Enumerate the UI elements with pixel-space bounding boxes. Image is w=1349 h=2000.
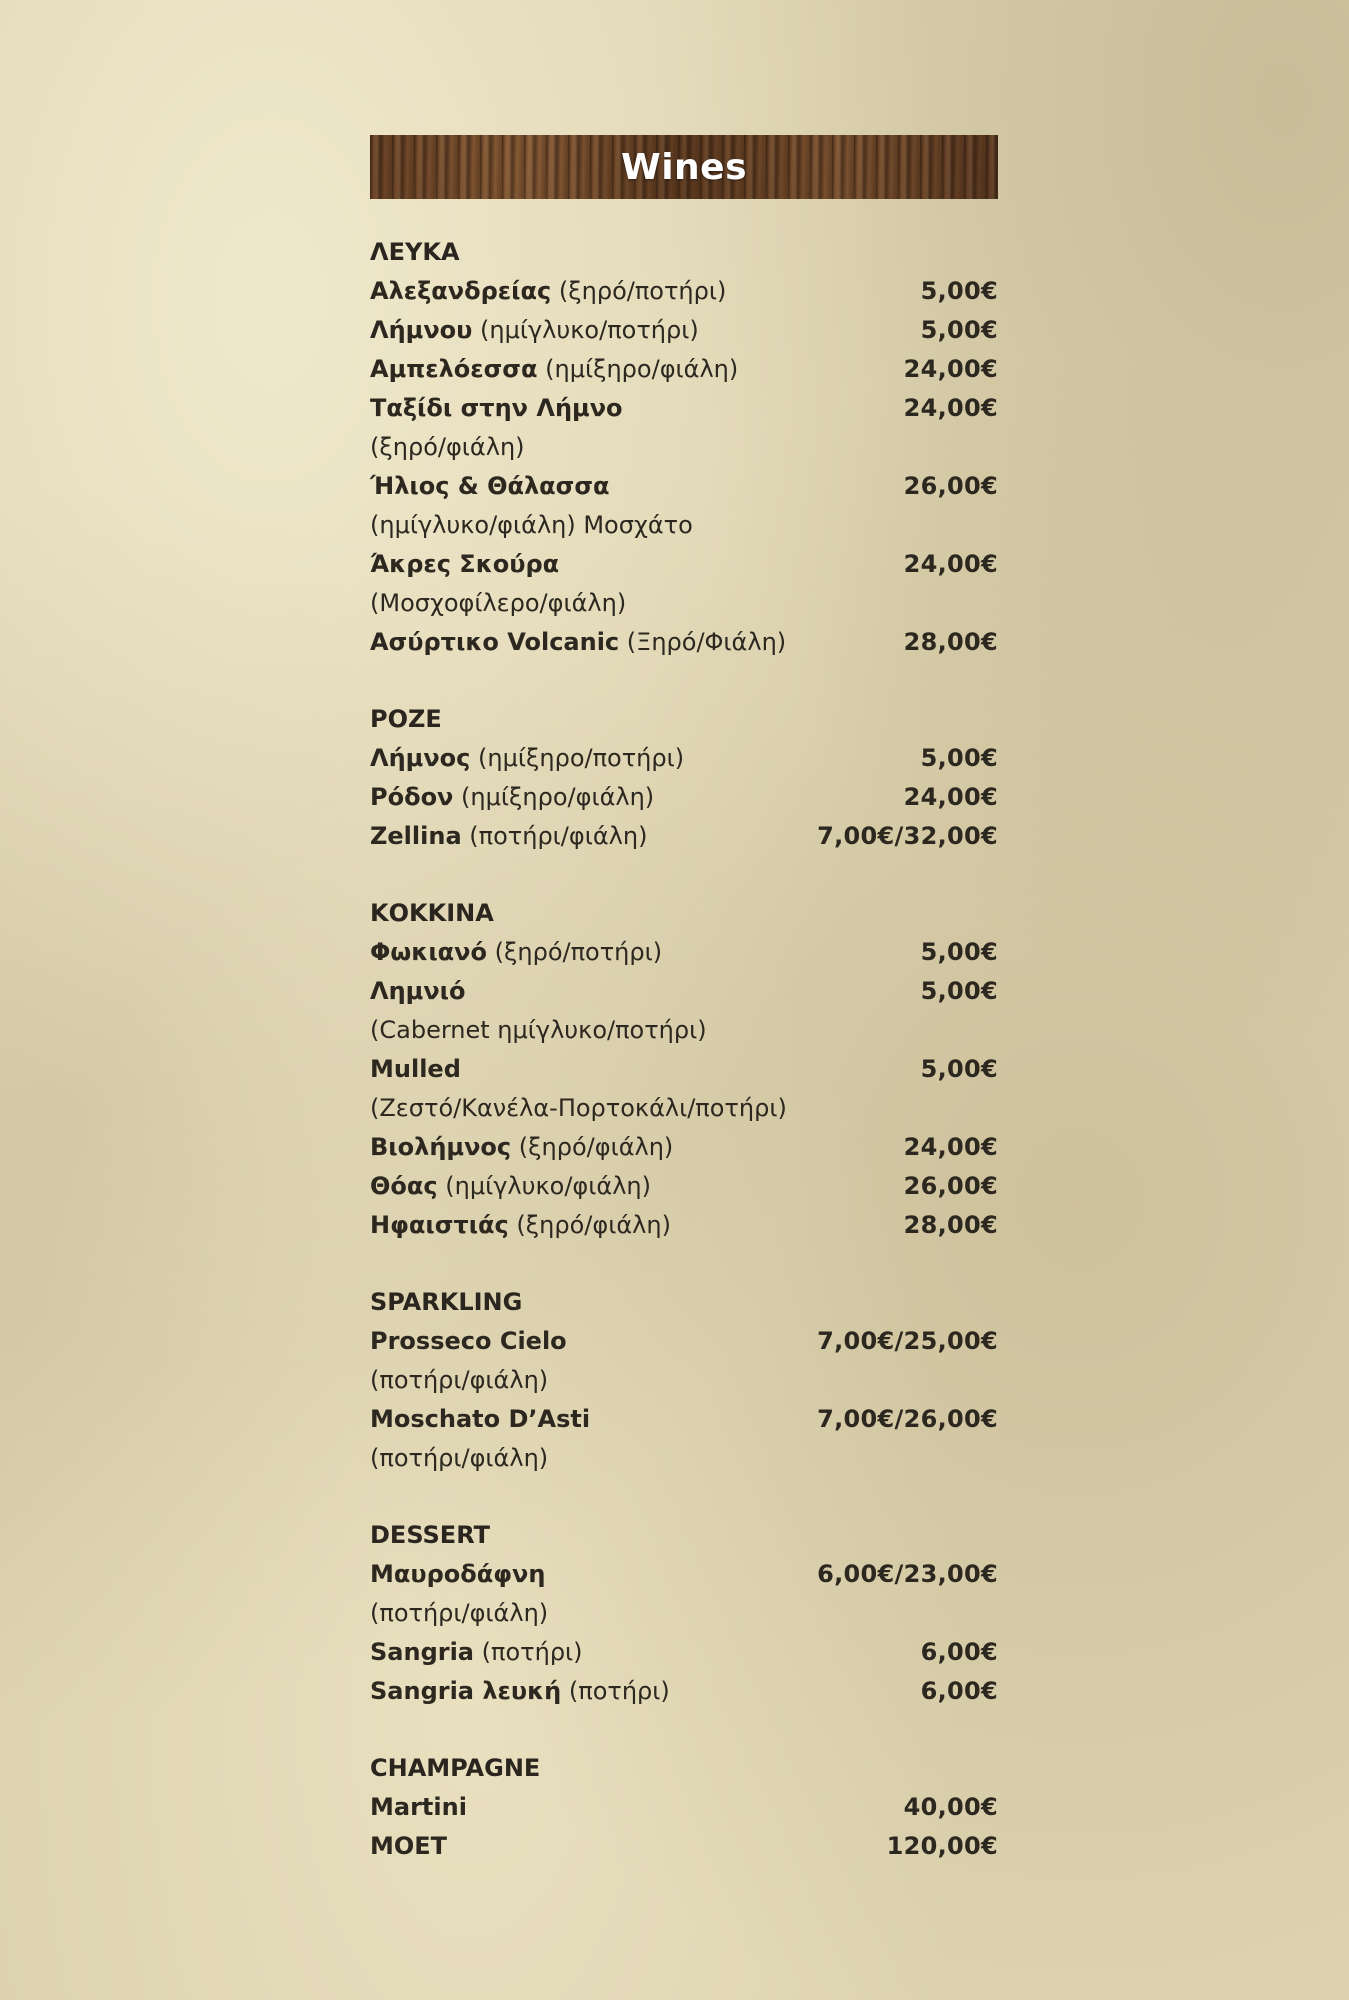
item-name: Sangria λευκή bbox=[370, 1677, 562, 1705]
menu-item bbox=[370, 1827, 998, 1866]
menu-item bbox=[370, 1050, 998, 1128]
section-title: SPARKLING bbox=[370, 1288, 523, 1316]
item-name: Αλεξανδρείας bbox=[370, 277, 552, 305]
menu-section bbox=[370, 1283, 998, 1478]
page-title: Wines bbox=[620, 146, 748, 188]
item-description: (ξηρό/ποτήρι) bbox=[494, 938, 663, 966]
item-name: Φωκιανό bbox=[370, 938, 487, 966]
menu-item bbox=[370, 1206, 998, 1245]
item-name: Ηφαιστιάς bbox=[370, 1211, 509, 1239]
menu-item bbox=[370, 272, 998, 311]
item-description: (ημίγλυκο/φιάλη) Μοσχάτο bbox=[370, 511, 693, 539]
item-price: 24,00€ bbox=[903, 783, 998, 811]
menu-item-text bbox=[370, 1555, 548, 1633]
title-banner bbox=[370, 135, 998, 199]
item-price: 6,00€/23,00€ bbox=[817, 1560, 998, 1588]
item-description: (Ζεστό/Κανέλα-Πορτοκάλι/ποτήρι) bbox=[370, 1094, 787, 1122]
item-price: 7,00€/32,00€ bbox=[817, 822, 998, 850]
item-price: 40,00€ bbox=[903, 1793, 998, 1821]
menu-item-text bbox=[370, 778, 654, 817]
menu-item-text bbox=[370, 1672, 670, 1711]
item-price: 28,00€ bbox=[903, 1211, 998, 1239]
menu-item-text bbox=[370, 350, 738, 389]
menu-item-text bbox=[370, 623, 786, 662]
section-title: ΡΟΖΕ bbox=[370, 705, 442, 733]
menu-item bbox=[370, 1128, 998, 1167]
menu-item-text bbox=[370, 311, 699, 350]
section-title: ΛΕΥΚΑ bbox=[370, 238, 460, 266]
item-description: (ημίξηρο/φιάλη) bbox=[461, 783, 655, 811]
item-name: Λημνιό bbox=[370, 977, 466, 1005]
item-description: (ημίγλυκο/ποτήρι) bbox=[480, 316, 699, 344]
item-price: 5,00€ bbox=[920, 316, 998, 344]
item-name: Zellina bbox=[370, 822, 462, 850]
menu-section bbox=[370, 1516, 998, 1711]
menu-item-text bbox=[370, 1322, 567, 1400]
item-price: 24,00€ bbox=[903, 1133, 998, 1161]
item-name: Sangria bbox=[370, 1638, 475, 1666]
item-description: (ποτήρι/φιάλη) bbox=[469, 822, 648, 850]
item-description: (ποτήρι/φιάλη) bbox=[370, 1599, 549, 1627]
menu-section bbox=[370, 894, 998, 1245]
menu-item-text bbox=[370, 739, 684, 778]
item-price: 24,00€ bbox=[903, 355, 998, 383]
menu-item bbox=[370, 1167, 998, 1206]
menu-item bbox=[370, 1322, 998, 1400]
menu-item bbox=[370, 817, 998, 856]
item-name: Λήμνος bbox=[370, 744, 471, 772]
menu-item bbox=[370, 933, 998, 972]
item-price: 120,00€ bbox=[886, 1832, 998, 1860]
item-price: 24,00€ bbox=[903, 550, 998, 578]
item-price: 6,00€ bbox=[920, 1638, 998, 1666]
menu-item-text bbox=[370, 272, 726, 311]
menu-section bbox=[370, 1749, 998, 1866]
item-name: MOET bbox=[370, 1832, 448, 1860]
menu-item bbox=[370, 545, 998, 623]
menu-item-text bbox=[370, 1128, 673, 1167]
menu-item-text bbox=[370, 1400, 590, 1478]
menu-item-text bbox=[370, 1050, 787, 1128]
item-name: Moschato D’Asti bbox=[370, 1405, 591, 1433]
wine-menu bbox=[370, 135, 998, 1904]
menu-item bbox=[370, 778, 998, 817]
item-price: 26,00€ bbox=[903, 1172, 998, 1200]
menu-item bbox=[370, 1555, 998, 1633]
item-description: (ημίγλυκο/φιάλη) bbox=[445, 1172, 651, 1200]
menu-item-text bbox=[370, 933, 662, 972]
menu-item-text bbox=[370, 467, 693, 545]
section-title: CHAMPAGNE bbox=[370, 1754, 541, 1782]
menu-item bbox=[370, 350, 998, 389]
item-name: Prosseco Cielo bbox=[370, 1327, 567, 1355]
menu-item-text bbox=[370, 1788, 467, 1827]
item-name: Martini bbox=[370, 1793, 467, 1821]
item-name: Λήμνου bbox=[370, 316, 473, 344]
menu-item-text bbox=[370, 389, 623, 467]
item-price: 7,00€/26,00€ bbox=[817, 1405, 998, 1433]
menu-item bbox=[370, 467, 998, 545]
menu-item bbox=[370, 389, 998, 467]
item-price: 6,00€ bbox=[920, 1677, 998, 1705]
item-price: 28,00€ bbox=[903, 628, 998, 656]
item-price: 5,00€ bbox=[920, 938, 998, 966]
item-description: (ξηρό/ποτήρι) bbox=[558, 277, 727, 305]
item-name: Mulled bbox=[370, 1055, 461, 1083]
menu-section bbox=[370, 700, 998, 856]
item-name: Ρόδον bbox=[370, 783, 454, 811]
menu-section bbox=[370, 233, 998, 662]
item-price: 5,00€ bbox=[920, 277, 998, 305]
menu-item-text bbox=[370, 1827, 447, 1866]
item-description: (ξηρό/φιάλη) bbox=[370, 433, 525, 461]
item-description: (ημίξηρο/φιάλη) bbox=[545, 355, 739, 383]
item-description: (ημίξηρο/ποτήρι) bbox=[478, 744, 685, 772]
menu-item bbox=[370, 311, 998, 350]
menu-item bbox=[370, 972, 998, 1050]
item-price: 5,00€ bbox=[920, 1055, 998, 1083]
menu-item-text bbox=[370, 1206, 671, 1245]
item-description: (ποτήρι) bbox=[481, 1638, 583, 1666]
item-description: (ποτήρι) bbox=[568, 1677, 670, 1705]
menu-item bbox=[370, 1400, 998, 1478]
item-price: 5,00€ bbox=[920, 977, 998, 1005]
menu-item bbox=[370, 739, 998, 778]
item-name: Θόας bbox=[370, 1172, 438, 1200]
item-price: 24,00€ bbox=[903, 394, 998, 422]
item-name: Ασύρτικο Volcanic bbox=[370, 628, 620, 656]
menu-item-text bbox=[370, 1633, 583, 1672]
item-price: 7,00€/25,00€ bbox=[817, 1327, 998, 1355]
item-description: (ξηρό/φιάλη) bbox=[518, 1133, 674, 1161]
item-description: (Μοσχοφίλερο/φιάλη) bbox=[370, 589, 627, 617]
menu-sections bbox=[370, 233, 998, 1866]
item-name: Άκρες Σκούρα bbox=[370, 550, 560, 578]
section-title: DESSERT bbox=[370, 1521, 490, 1549]
section-title: ΚΟΚΚΙΝΑ bbox=[370, 899, 494, 927]
item-description: (ποτήρι/φιάλη) bbox=[370, 1444, 549, 1472]
item-name: Αμπελόεσσα bbox=[370, 355, 538, 383]
item-description: (ξηρό/φιάλη) bbox=[516, 1211, 671, 1239]
item-price: 5,00€ bbox=[920, 744, 998, 772]
item-name: Βιολήμνος bbox=[370, 1133, 512, 1161]
menu-item-text bbox=[370, 817, 647, 856]
menu-item-text bbox=[370, 1167, 651, 1206]
menu-item-text bbox=[370, 545, 626, 623]
item-description: (Ξηρό/Φιάλη) bbox=[626, 628, 787, 656]
item-description: (Cabernet ημίγλυκο/ποτήρι) bbox=[370, 1016, 707, 1044]
item-price: 26,00€ bbox=[903, 472, 998, 500]
item-description: (ποτήρι/φιάλη) bbox=[370, 1366, 549, 1394]
item-name: Ήλιος & Θάλασσα bbox=[370, 472, 610, 500]
menu-item-text bbox=[370, 972, 707, 1050]
menu-item bbox=[370, 1672, 998, 1711]
menu-item bbox=[370, 1633, 998, 1672]
item-name: Ταξίδι στην Λήμνο bbox=[370, 394, 623, 422]
menu-item bbox=[370, 1788, 998, 1827]
item-name: Μαυροδάφνη bbox=[370, 1560, 546, 1588]
menu-item bbox=[370, 623, 998, 662]
